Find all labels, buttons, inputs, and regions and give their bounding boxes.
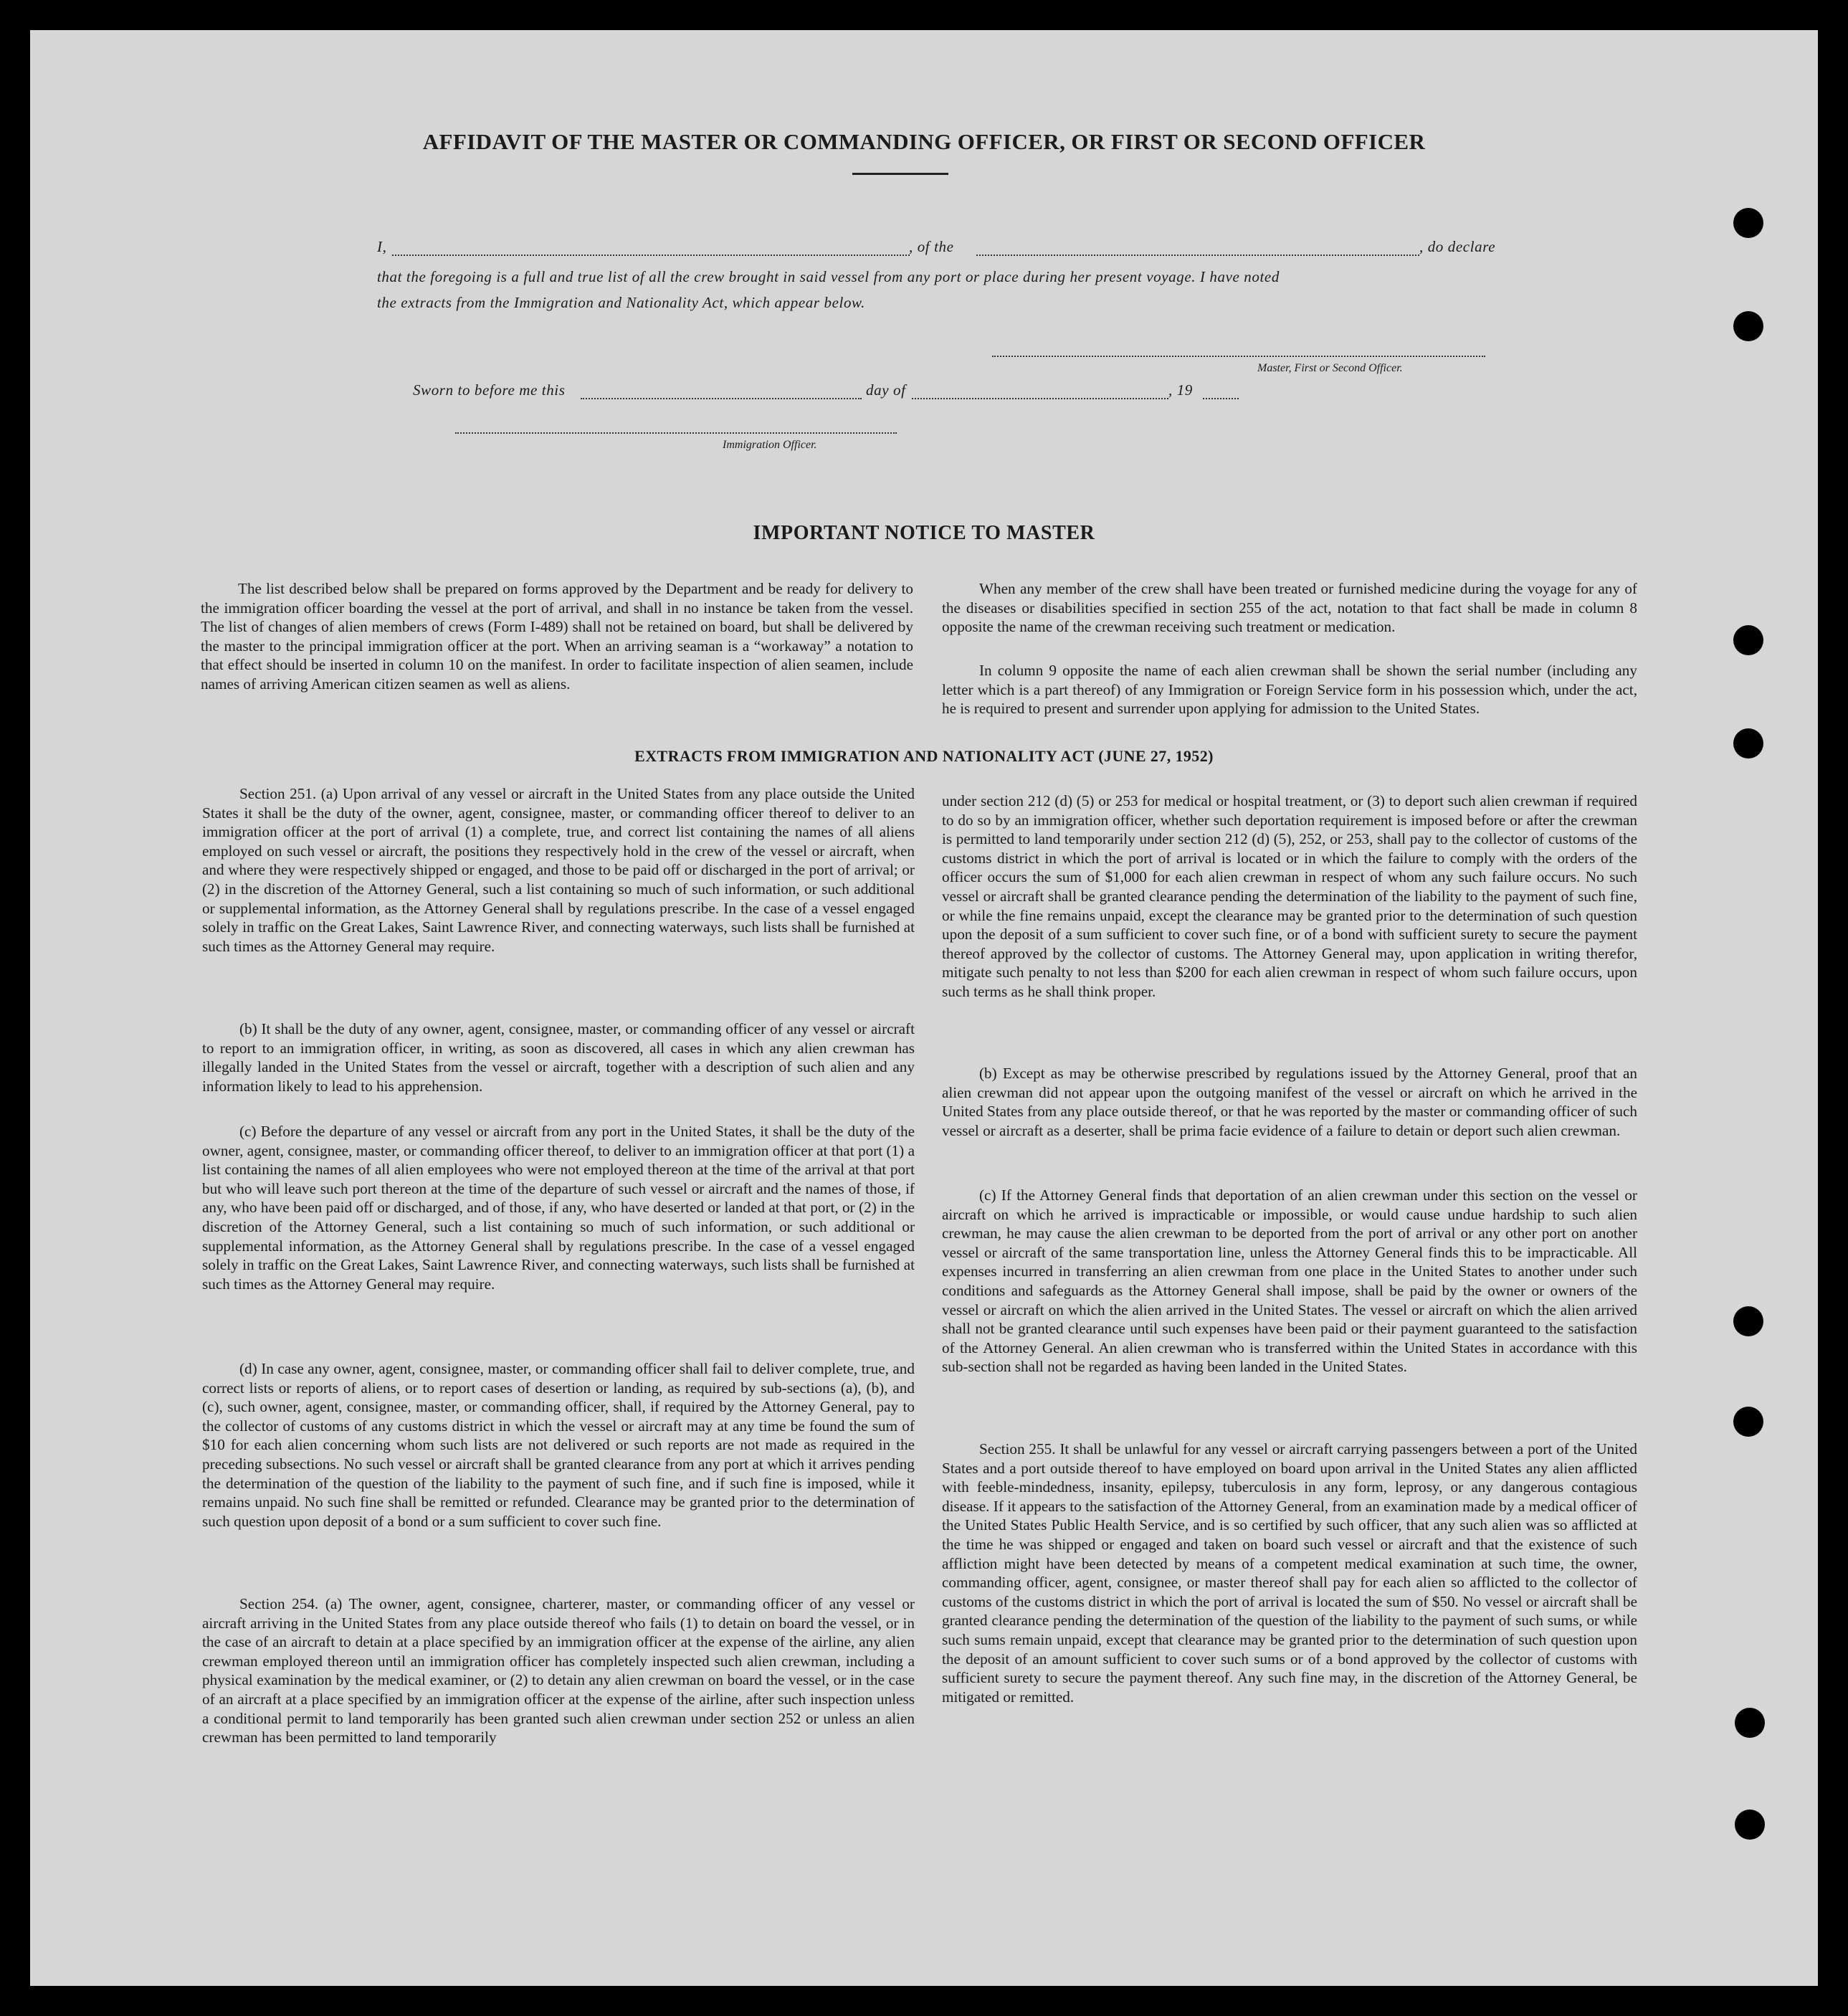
punch-hole (1735, 1810, 1765, 1840)
section-251-d: (d) In case any owner, agent, consignee, master, or commanding officer shall fail to deliver complete, true, and correct lists or reports of aliens, or to report cases of desertion or landing, as required by sub-sections (a), (b), and (c), such owner, agent, consignee, master, or commanding officer, shall, if required by the Attorney General, pay to the collector of customs of any customs district in which the vessel or aircraft may at any time be found the sum of $10 for each alien concerning whom such lists are not delivered or such reports are not made as required in the preceding subsections. No such vessel or aircraft shall be granted clearance from any port at which it arrives pending the determination of the question of the liability to the payment of such fine, and if such fine is imposed, while it remains unpaid. No such fine shall be remitted or refunded. Clearance may be granted prior to the determination of such question upon deposit of a bond or a sum sufficient to cover such fine. (202, 1360, 915, 1530)
extracts-title: EXTRACTS FROM IMMIGRATION AND NATIONALITY ACT (JUNE 27, 1952) (634, 747, 1214, 765)
day-of-label: day of (866, 381, 906, 399)
section-251-a: Section 251. (a) Upon arrival of any vessel or aircraft in the United States from any place outside the United States it shall be the duty of the owner, agent, consignee, master, or commanding officer thereof to deliver to an immigration officer at the port of arrival (1) a complete, true, and correct list containing the names of all aliens employed on such vessel or aircraft, the positions they respectively hold in the crew of the vessel or aircraft, when and where they were respectively shipped or engaged, and those to be paid off or discharged in the port of arrival; or (2) in the discretion of the Attorney General, such a list containing so much of such information, or such additional or supplemental information, as the Attorney General shall by regulations prescribe. In the case of a vessel engaged solely in traffic on the Great Lakes, Saint Lawrence River, and connecting waterways, such lists shall be furnished at such times as the Attorney General may require. (202, 785, 915, 955)
section-251-b: (b) It shall be the duty of any owner, agent, consignee, master, or commanding officer of any vessel or aircraft to report to an immigration officer, in writing, as soon as discovered, all cases in which any alien crewman has illegally landed in the United States from the vessel or aircraft, together with a description of such alien and any information likely to lead to his apprehension. (202, 1020, 915, 1095)
section-254-a-continued: under section 212 (d) (5) or 253 for medical or hospital treatment, or (3) to deport such alien crewman if required to do so by an immigration officer, whether such deportation requirement is imposed before or after the crewman is permitted to land temporarily under section 212 (d) (5), 252, or 253, shall pay to the collector of customs of the customs district in which the port of arrival is located or in which the failure to comply with the orders of the officer occurs the sum of $1,000 for each alien crewman in respect of whom any such failure occurs. No such vessel or aircraft shall be granted clearance pending the determination of the liability to the payment of such fine, or while the fine remains unpaid, except the clearance may be granted prior to the determination of such question upon the deposit of a sum sufficient to cover such fine, or of a bond with sufficient surety to secure the payment thereof approved by the collector of customs. The Attorney General may, upon application in writing therefor, mitigate such penalty to not less than $200 for each alien crewman in respect of whom such failure occurs, upon such terms as he shall think proper. (942, 792, 1637, 1000)
punch-hole (1733, 625, 1763, 655)
sworn-label: Sworn to before me this (413, 381, 566, 399)
vessel-blank-line (976, 255, 1419, 256)
punch-hole (1735, 1708, 1765, 1738)
section-254-b: (b) Except as may be otherwise prescribed by regulations issued by the Attorney General, proof that an alien crewman did not appear upon the outgoing manifest of the vessel or aircraft on which he arrived in the United States from any place outside thereof, or that he was reported by the master or commanding officer of such vessel or aircraft as a deserter, shall be prima facie evidence of a failure to detain or deport such alien crewman. (942, 1065, 1637, 1139)
name-blank-line (392, 255, 910, 256)
affidavit-title: AFFIDAVIT OF THE MASTER OR COMMANDING OFFICER, OR FIRST OR SECOND OFFICER (422, 129, 1426, 154)
document-page (30, 30, 1818, 1986)
notice-right-paragraph-2: In column 9 opposite the name of each alien crewman shall be shown the serial number (including any letter which is a part thereof) of any Immigration or Foreign Service form in his possession which, under the act, he is required to present and surrender upon applying for admission to the United States. (942, 662, 1637, 718)
declaration-i: I, (377, 238, 387, 255)
punch-hole (1733, 311, 1763, 341)
section-254-c: (c) If the Attorney General finds that deportation of an alien crewman under this section on the vessel or aircraft on which he arrived is impracticable or impossible, or would cause undue hardship to such alien crewman, he may cause the alien crewman to be deported from the port of arrival or any other port on another vessel or aircraft of the same transportation line, unless the Attorney General finds this to be impracticable. All expenses incurred in transferring an alien crewman from one place in the United States to another under such conditions and safeguards as the Attorney General shall impose, shall be paid by the owner or owners of the vessel or aircraft on which the alien arrived in the United States. The vessel or aircraft on which the alien arrived shall not be granted clearance until such expenses have been paid or their payment guaranteed to the satisfaction of the Attorney General. An alien crewman who is transferred within the United States in accordance with this sub-section shall not be regarded as having been landed in the United States. (942, 1187, 1637, 1376)
declaration-of-the: , of the (909, 238, 954, 255)
section-251-c: (c) Before the departure of any vessel or aircraft from any port in the United States, it shall be the duty of the owner, agent, consignee, master, or commanding officer thereof, to deliver to an immigration officer at that port (1) a list containing the names of all alien employees who were not employed thereon at the time of the arrival at that port but who will leave such port thereon at the time of the departure of such vessel or aircraft and the names of those, if any, who have been paid off or discharged, and of those, if any, who have deserted or landed at that port, or (2) in the discretion of the Attorney General, such a list containing so much of such information, or such additional or supplemental information, as the Attorney General shall by regulations prescribe. In the case of a vessel engaged solely in traffic on the Great Lakes, Saint Lawrence River, and connecting waterways, such lists shall be furnished at such times as the Attorney General may require. (202, 1123, 915, 1293)
master-signature-caption: Master, First or Second Officer. (1257, 362, 1403, 374)
punch-hole (1733, 1306, 1763, 1336)
declaration-do-declare: , do declare (1419, 238, 1496, 255)
punch-hole (1733, 208, 1763, 238)
punch-hole (1733, 1407, 1763, 1437)
declaration-line-3: the extracts from the Immigration and Nationality Act, which appear below. (377, 294, 865, 311)
master-signature-line (992, 356, 1485, 357)
title-underline (852, 173, 948, 175)
punch-hole (1733, 728, 1763, 759)
officer-caption: Immigration Officer. (723, 439, 817, 451)
year-label: , 19 (1168, 381, 1193, 399)
officer-signature-line (455, 432, 897, 434)
month-blank (912, 398, 1168, 399)
sworn-day-blank (581, 398, 862, 399)
declaration-line-2: that the foregoing is a full and true list of all the crew brought in said vessel from any port or place during her present voyage. I have noted (377, 268, 1280, 285)
section-254-a: Section 254. (a) The owner, agent, consignee, charterer, master, or commanding officer of any vessel or aircraft arriving in the United States from any place outside thereof who fails (1) to detain on board the vessel, or in the case of an aircraft to detain at a place specified by an immigration officer at the expense of the airline, any alien crewman employed thereon until an immigration officer has completely inspected such alien crewman, including a physical examination by the medical examiner, or (2) to detain any alien crewman on board the vessel, or in the case of an aircraft at a place specified by an immigration officer at the expense of the airline, after such inspection unless a conditional permit to land temporarily has been granted such alien crewman under section 252 or unless an alien crewman has been permitted to land temporarily (202, 1595, 915, 1746)
section-255: Section 255. It shall be unlawful for any vessel or aircraft carrying passengers between a port of the United States and a port outside thereof to have employed on board upon arrival in the United States any alien afflicted with feeble-mindedness, insanity, epilepsy, tuberculosis in any form, leprosy, or any dangerous contagious disease. If it appears to the satisfaction of the Attorney General, from an examination made by a medical officer of the United States Public Health Service, and is so certified by such officer, that any such alien was so afflicted at the time he was shipped or engaged and taken on board such vessel or aircraft and that the existence of such affliction might have been detected by means of a competent medical examination at such time, the owner, commanding officer, agent, consignee, or master thereof shall pay for each alien so afflicted to the collector of customs of the customs district in which the port of arrival is located the sum of $50. No vessel or aircraft shall be granted clearance pending the determination of the question of the liability to the payment of such sums, or while such sums remain unpaid, except that clearance may be granted prior to the determination of such question upon the deposit of an amount sufficient to cover such sums or of a bond approved by the collector of customs with sufficient surety to secure the payment thereof. Any such fine may, in the discretion of the Attorney General, be mitigated or remitted. (942, 1440, 1637, 1706)
notice-title: IMPORTANT NOTICE TO MASTER (753, 522, 1095, 544)
notice-right-paragraph-1: When any member of the crew shall have been treated or furnished medicine during the voyage for any of the diseases or disabilities specified in section 255 of the act, notation to that fact shall be made in column 8 opposite the name of the crewman receiving such treatment or medication. (942, 580, 1637, 636)
year-blank (1203, 398, 1239, 399)
notice-left-paragraph: The list described below shall be prepared on forms approved by the Department and be ready for delivery to the immigration officer boarding the vessel at the port of arrival, and shall in no instance be taken from the vessel. The list of changes of alien members of crews (Form I-489) shall not be retained on board, but shall be delivered by the master to the principal immigration officer at the port. When an arriving seaman is a “workaway” a notation to that effect should be inserted in column 10 on the manifest. In order to facilitate inspection of alien seamen, include names of arriving American citizen seamen as well as aliens. (201, 580, 913, 693)
